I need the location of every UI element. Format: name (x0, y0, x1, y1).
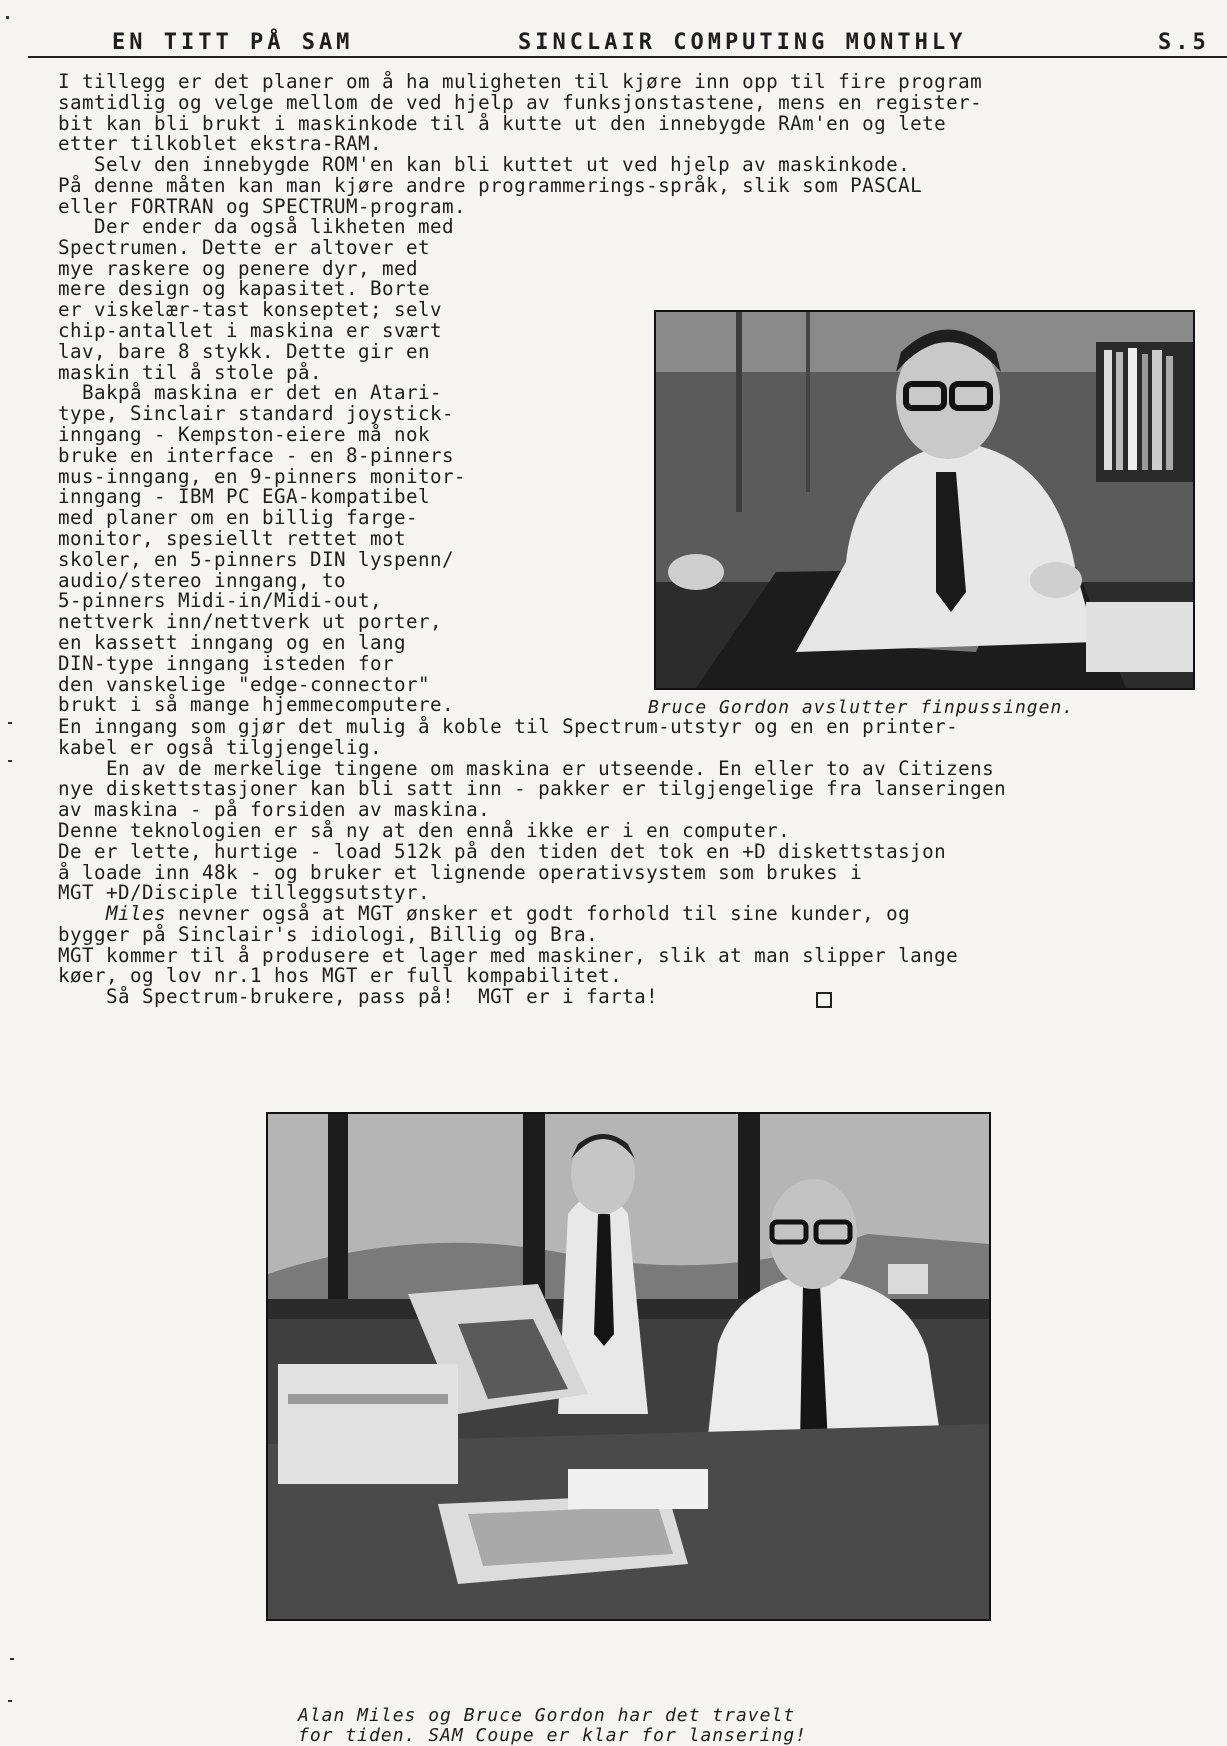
article-closing-text: nevner også at MGT ønsker et godt forhold til sine kunder, og bygger på Sinclair's idiologi, Billig og Bra. MGT kommer til å produsere et lager med maskiner, slik at man slipper lange køer, og lov nr.1 hos MGT er full kompabilitet. Så Spectrum-brukere, pass på! MGT er i farta! (58, 902, 959, 1009)
page-header (28, 30, 1227, 58)
end-of-article-mark (816, 992, 832, 1008)
article-paragraph-3: En inngang som gjør det mulig å koble til Spectrum-utstyr og en en printer- kabel er også tilgjengelig. En av de merkelige tingene om maskina er utseende. En eller to av Citizens nye diskettstasjoner kan bli satt inn - pakker er tilgjengelige fra lanseringen av maskina - på forsiden av maskina. Denne teknologien er så ny at den ennå ikke er i en computer. De er lette, hurtige - load 512k på den tiden det tok en +D diskettstasjon å loade inn 48k - og bruker et lignende operativsystem som brukes i MGT +D/Disciple tilleggsutstyr. (58, 715, 1007, 905)
page-number: S.5 (1158, 30, 1210, 55)
photo-alan-miles-bruce-gordon (266, 1112, 991, 1621)
author-name: Miles (106, 902, 167, 925)
margin-speck (8, 760, 12, 762)
photo-1-caption: Bruce Gordon avslutter finpussingen. (648, 697, 1075, 718)
article-paragraph-1: I tillegg er det planer om å ha muligheten til kjøre inn opp til fire program samtidlig og velge mellom de ved hjelp av funksjonstastene, mens en register- bit kan bli brukt i maskinkode til å kutte ut den innebygde RAm'en og lete etter tilkoblet ekstra-RAM. Selv den innebygde ROM'en kan bli kuttet ut ved hjelp av maskinkode. På denne måten kan man kjøre andre programmerings-språk, slik som PASCAL eller FORTRAN og SPECTRUM-program. (58, 70, 983, 218)
photo-2-caption-line-1: Alan Miles og Bruce Gordon har det travelt (298, 1705, 796, 1726)
magazine-title: SINCLAIR COMPUTING MONTHLY (518, 30, 967, 55)
article-paragraph-2: Der ender da også likheten med Spectrumen. Dette er altover et mye raskere og penere dyr, med mere design og kapasitet. Borte er viskelær-tast konseptet; selv chip-antallet i maskina er svært lav, bare 8 stykk. Dette gir en maskin til å stole på. Bakpå maskina er det en Atari- type, Sinclair standard joystick- inngang - Kempston-eiere må nok bruke en interface - en 8-pinners mus-inngang, en 9-pinners monitor- inngang - IBM PC EGA-kompatibel med planer om en billig farge- monitor, spesiellt rettet mot skoler, en 5-pinners DIN lyspenn/ audio/stereo inngang, to 5-pinners Midi-in/Midi-out, nettverk inn/nettverk ut porter, en kassett inngang og en lang DIN-type inngang isteden for den vanskelige "edge-connector" brukt i så mange hjemmecomputere. (58, 215, 467, 717)
section-title: EN TITT PÅ SAM (112, 30, 354, 55)
margin-speck (8, 1700, 12, 1702)
photo-2-caption-line-2: for tiden. SAM Coupe er klar for lansering! (298, 1725, 807, 1746)
margin-speck (8, 722, 12, 724)
margin-speck (10, 1658, 14, 1660)
photo-bruce-gordon (654, 310, 1195, 690)
margin-speck (6, 16, 9, 19)
